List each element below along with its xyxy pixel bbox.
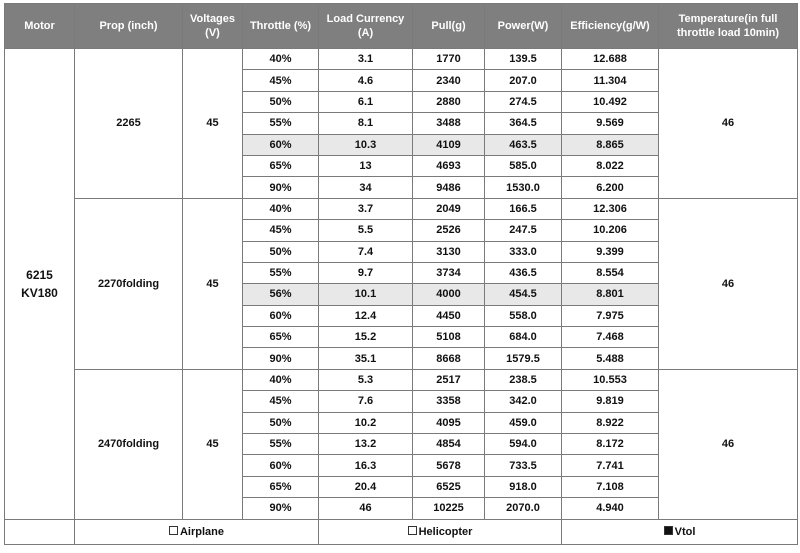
voltage-cell: 45: [183, 369, 243, 519]
footer-vtol: [562, 519, 798, 544]
load-currency-cell: 8.1: [319, 113, 413, 134]
throttle-cell: 60%: [243, 134, 319, 155]
header-throttle: Throttle (%): [243, 4, 319, 49]
table-row: [5, 369, 798, 390]
throttle-cell: 65%: [243, 476, 319, 497]
pull-cell: 2340: [413, 70, 485, 91]
throttle-cell: 45%: [243, 220, 319, 241]
pull-cell: 4109: [413, 134, 485, 155]
efficiency-cell: 8.022: [562, 155, 659, 176]
header-motor: Motor: [5, 4, 75, 49]
efficiency-cell: 9.399: [562, 241, 659, 262]
motor-model-cell: [5, 49, 75, 520]
pull-cell: 4693: [413, 155, 485, 176]
prop-cell: 2470folding: [75, 369, 183, 519]
motor-model-line1: 6215: [26, 267, 53, 282]
spec-table-container: [4, 3, 797, 545]
throttle-cell: 60%: [243, 455, 319, 476]
power-cell: 918.0: [485, 476, 562, 497]
efficiency-cell: 5.488: [562, 348, 659, 369]
load-currency-cell: 10.1: [319, 284, 413, 305]
power-cell: 1579.5: [485, 348, 562, 369]
load-currency-cell: 13: [319, 155, 413, 176]
efficiency-cell: 10.492: [562, 91, 659, 112]
pull-cell: 5108: [413, 327, 485, 348]
power-cell: 274.5: [485, 91, 562, 112]
header-efficiency: Efficiency(g/W): [562, 4, 659, 49]
power-cell: 436.5: [485, 262, 562, 283]
load-currency-cell: 7.4: [319, 241, 413, 262]
power-cell: 684.0: [485, 327, 562, 348]
throttle-cell: 45%: [243, 70, 319, 91]
pull-cell: 3734: [413, 262, 485, 283]
efficiency-cell: 8.801: [562, 284, 659, 305]
header-voltages: Voltages (V): [183, 4, 243, 49]
pull-cell: 2526: [413, 220, 485, 241]
efficiency-cell: 11.304: [562, 70, 659, 91]
header-temperature: Temperature(in full throttle load 10min): [659, 4, 798, 49]
throttle-cell: 65%: [243, 155, 319, 176]
efficiency-cell: 8.554: [562, 262, 659, 283]
power-cell: 463.5: [485, 134, 562, 155]
footer-helicopter-label: Helicopter: [418, 525, 473, 538]
header-row: [5, 4, 798, 49]
throttle-cell: 40%: [243, 369, 319, 390]
load-currency-cell: 3.1: [319, 49, 413, 70]
efficiency-cell: 7.975: [562, 305, 659, 326]
power-cell: 459.0: [485, 412, 562, 433]
power-cell: 333.0: [485, 241, 562, 262]
efficiency-cell: 6.200: [562, 177, 659, 198]
load-currency-cell: 3.7: [319, 198, 413, 219]
load-currency-cell: 15.2: [319, 327, 413, 348]
power-cell: 2070.0: [485, 498, 562, 519]
load-currency-cell: 5.5: [319, 220, 413, 241]
footer-helicopter: [319, 519, 562, 544]
throttle-cell: 40%: [243, 49, 319, 70]
pull-cell: 4450: [413, 305, 485, 326]
throttle-cell: 45%: [243, 391, 319, 412]
power-cell: 207.0: [485, 70, 562, 91]
load-currency-cell: 35.1: [319, 348, 413, 369]
power-cell: 558.0: [485, 305, 562, 326]
load-currency-cell: 5.3: [319, 369, 413, 390]
pull-cell: 3488: [413, 113, 485, 134]
power-cell: 585.0: [485, 155, 562, 176]
pull-cell: 9486: [413, 177, 485, 198]
load-currency-cell: 46: [319, 498, 413, 519]
header-power: Power(W): [485, 4, 562, 49]
load-currency-cell: 6.1: [319, 91, 413, 112]
load-currency-cell: 7.6: [319, 391, 413, 412]
throttle-cell: 90%: [243, 498, 319, 519]
efficiency-cell: 8.172: [562, 434, 659, 455]
throttle-cell: 60%: [243, 305, 319, 326]
efficiency-cell: 7.741: [562, 455, 659, 476]
table-row: [5, 198, 798, 219]
efficiency-cell: 7.468: [562, 327, 659, 348]
table-row: [5, 49, 798, 70]
pull-cell: 2880: [413, 91, 485, 112]
throttle-cell: 55%: [243, 262, 319, 283]
load-currency-cell: 20.4: [319, 476, 413, 497]
footer-airplane-label: Airplane: [179, 525, 224, 538]
throttle-cell: 50%: [243, 412, 319, 433]
efficiency-cell: 4.940: [562, 498, 659, 519]
checkbox-icon: [664, 526, 673, 535]
throttle-cell: 65%: [243, 327, 319, 348]
throttle-cell: 56%: [243, 284, 319, 305]
efficiency-cell: 12.306: [562, 198, 659, 219]
checkbox-icon: [169, 526, 178, 535]
footer-vtol-label: Vtol: [674, 525, 696, 538]
load-currency-cell: 9.7: [319, 262, 413, 283]
power-cell: 594.0: [485, 434, 562, 455]
motor-spec-table: [4, 3, 798, 545]
pull-cell: 10225: [413, 498, 485, 519]
temperature-cell: 46: [659, 369, 798, 519]
pull-cell: 6525: [413, 476, 485, 497]
header-pull: Pull(g): [413, 4, 485, 49]
header-prop: Prop (inch): [75, 4, 183, 49]
load-currency-cell: 34: [319, 177, 413, 198]
throttle-cell: 40%: [243, 198, 319, 219]
temperature-cell: 46: [659, 49, 798, 199]
throttle-cell: 90%: [243, 348, 319, 369]
efficiency-cell: 9.569: [562, 113, 659, 134]
efficiency-cell: 7.108: [562, 476, 659, 497]
power-cell: 454.5: [485, 284, 562, 305]
power-cell: 166.5: [485, 198, 562, 219]
voltage-cell: 45: [183, 49, 243, 199]
checkbox-icon: [408, 526, 417, 535]
pull-cell: 5678: [413, 455, 485, 476]
power-cell: 364.5: [485, 113, 562, 134]
voltage-cell: 45: [183, 198, 243, 369]
motor-model-line2: KV180: [21, 285, 58, 300]
throttle-cell: 50%: [243, 91, 319, 112]
load-currency-cell: 10.2: [319, 412, 413, 433]
pull-cell: 4000: [413, 284, 485, 305]
load-currency-cell: 10.3: [319, 134, 413, 155]
throttle-cell: 55%: [243, 434, 319, 455]
temperature-cell: 46: [659, 198, 798, 369]
pull-cell: 4854: [413, 434, 485, 455]
throttle-cell: 50%: [243, 241, 319, 262]
efficiency-cell: 9.819: [562, 391, 659, 412]
efficiency-cell: 12.688: [562, 49, 659, 70]
load-currency-cell: 4.6: [319, 70, 413, 91]
pull-cell: 4095: [413, 412, 485, 433]
throttle-cell: 90%: [243, 177, 319, 198]
pull-cell: 2049: [413, 198, 485, 219]
efficiency-cell: 10.206: [562, 220, 659, 241]
pull-cell: 3358: [413, 391, 485, 412]
pull-cell: 2517: [413, 369, 485, 390]
throttle-cell: 55%: [243, 113, 319, 134]
header-load-currency: Load Currency (A): [319, 4, 413, 49]
efficiency-cell: 8.922: [562, 412, 659, 433]
footer-airplane: [75, 519, 319, 544]
efficiency-cell: 10.553: [562, 369, 659, 390]
power-cell: 1530.0: [485, 177, 562, 198]
efficiency-cell: 8.865: [562, 134, 659, 155]
load-currency-cell: 13.2: [319, 434, 413, 455]
footer-row: [5, 519, 798, 544]
power-cell: 247.5: [485, 220, 562, 241]
power-cell: 238.5: [485, 369, 562, 390]
power-cell: 733.5: [485, 455, 562, 476]
power-cell: 342.0: [485, 391, 562, 412]
pull-cell: 1770: [413, 49, 485, 70]
power-cell: 139.5: [485, 49, 562, 70]
load-currency-cell: 16.3: [319, 455, 413, 476]
load-currency-cell: 12.4: [319, 305, 413, 326]
prop-cell: 2270folding: [75, 198, 183, 369]
pull-cell: 3130: [413, 241, 485, 262]
prop-cell: 2265: [75, 49, 183, 199]
pull-cell: 8668: [413, 348, 485, 369]
